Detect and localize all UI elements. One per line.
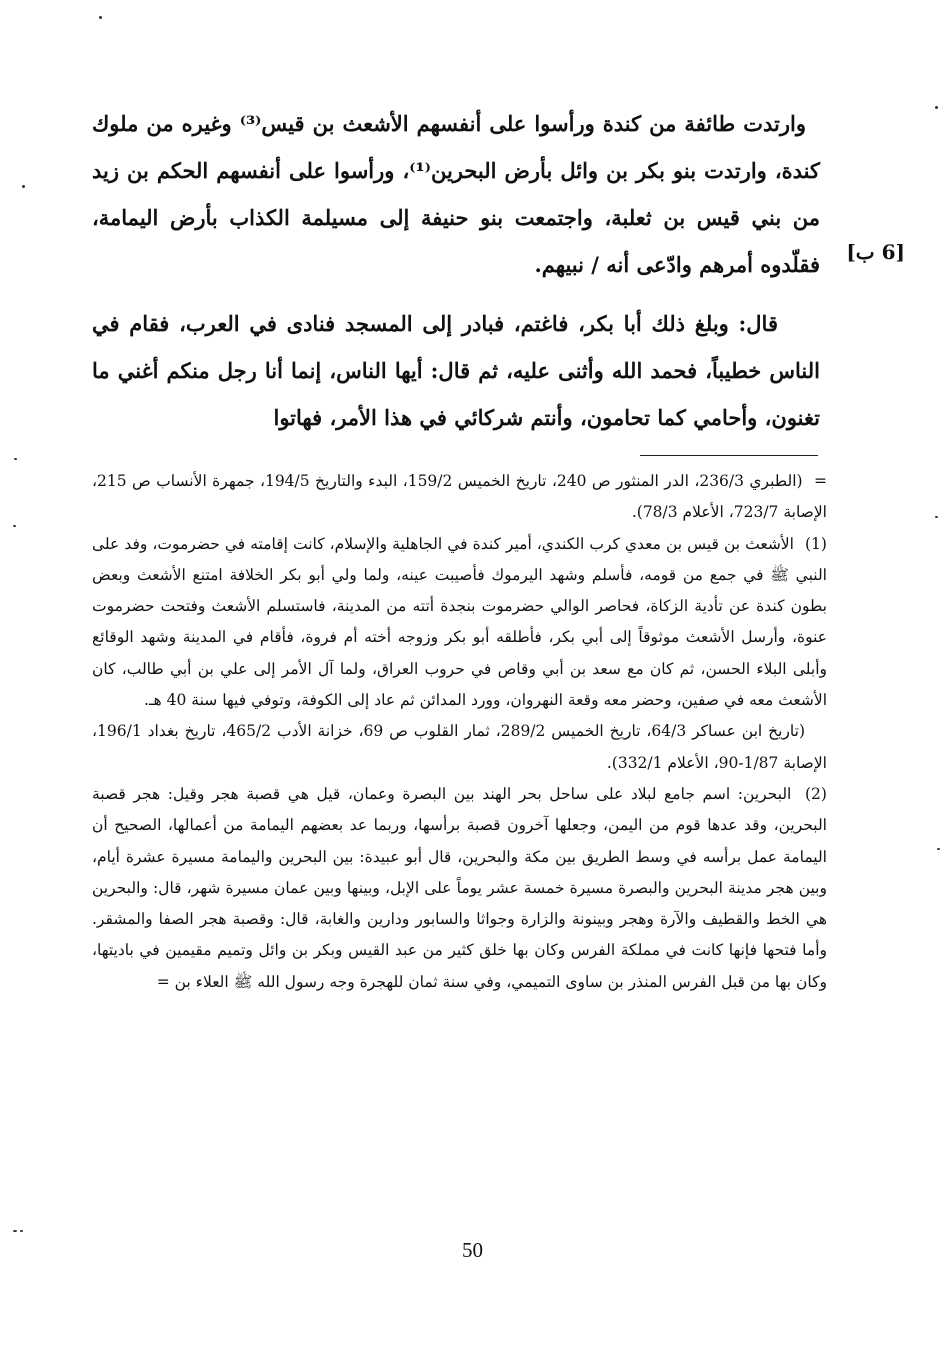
footnotes-block (92, 466, 827, 998)
scan-speck (22, 185, 25, 188)
main-text-block (92, 100, 820, 441)
main-paragraph-1: وارتدت طائفة من كندة ورأسوا على أنفسهم الأشعث بن قيس⁽³⁾ وغيره من ملوك كندة، وارتدت بنو بكر بن وائل بأرض البحرين⁽¹⁾، ورأسوا على أنفسهم الحكم بن زيد من بني قيس بن ثعلبة، واجتمعت بنو حنيفة إلى مسيلمة الكذاب بأرض اليمامة، فقلّدوه أمرهم وادّعى أنه / نبيهم. (92, 111, 820, 277)
footnote-2-text: البحرين: اسم جامع لبلاد على ساحل بحر الهند بين البصرة وعمان، قيل هي قصبة هجر وقيل: هجر قصبة البحرين، وقد عدها قوم من اليمن، وجعلها آخرون قصبة برأسها، وربما عد بعضهم اليمامة من أعمالها، الصحيح أن اليمامة عمل برأسه في وسط الطريق بين مكة والبحرين، قال أبو عبيدة: بين البحرين واليمامة مسيرة عشرة أيام، وبين هجر مدينة البحرين والبصرة مسيرة خمسة عشر يوماً على الإبل، وبينها وبين عمان مسيرة شهر، قال: والبحرين هي الخط والقطيف والآرة وهجر وبينونة والزارة وجواثا والسابور ودارين والغابة، قال: وقصبة هجر الصفا والمشقر. وأما فتحها فإنها كانت في مملكة الفرس وكان بها خلق كثير من عبد القيس وبكر بن وائل وتميم مقيمين في باديتها، وكان بها من قبل الفرس المنذر بن ساوى التميمي، وفي سنة ثمان للهجرة وجه رسول الله ﷺ العلاء بن = (92, 784, 827, 991)
main-paragraph-2: قال: وبلغ ذلك أبا بكر، فاغتم، فبادر إلى المسجد فنادى في العرب، فقام في الناس خطيباً، فحمد الله وأثنى عليه، ثم قال: أيها الناس، إنما أنا رجل منكم أغني ما تغنون، وأحامي كما تحامون، وأنتم شركائي في هذا الأمر، فهاتوا (92, 311, 820, 430)
scan-speck (937, 848, 940, 850)
page-number: 50 (462, 1238, 483, 1262)
footnote-1-marker: (1) (804, 534, 827, 553)
scan-speck (13, 1230, 17, 1232)
footnote-1-text: الأشعث بن قيس بن معدي كرب الكندي، أمير كندة في الجاهلية والإسلام، كانت إقامته في حضرموت، وفد على النبي ﷺ في جمع من قومه، فأسلم وشهد اليرموك فأصيبت عينه، ولما ولي أبو بكر الخلافة امتنع الأشعث وبعض بطون كندة عن تأدية الزكاة، فحاصر الوالي حضرموت بنجدة أتته من المدينة، فاستسلم الأشعث وفتحت حضرموت عنوة، وأرسل الأشعث موثوقاً إلى أبي بكر، فأطلقه أبو بكر وزوجه أخته أم فروة، فأقام في المدينة وشهد الوقائع وأبلى البلاء الحسن، ثم كان مع سعد بن أبي وقاص في حروب العراق، ولما آل الأمر إلى علي بن أبي طالب، كان الأشعث معه في صفين، وحضر معه وقعة النهروان، وورد المدائن ثم عاد إلى الكوفة، وتوفي فيها سنة 40 هـ. (92, 534, 827, 710)
footnote-continuation-marker: = (813, 472, 827, 490)
scan-speck (13, 525, 16, 527)
scan-speck (935, 106, 938, 109)
folio-margin-reference: [6 ب] (846, 240, 905, 264)
footnote-continuation-text: (الطبري 236/3، الدر المنثور ص 240، تاريخ الخميس 159/2، البدء والتاريخ 194/5، جمهرة الأنساب ص 215، الإصابة 723/7، الأعلام 78/3). (92, 472, 827, 522)
scan-speck (20, 1230, 23, 1232)
scan-speck (14, 458, 17, 460)
scan-speck (99, 16, 102, 19)
footnote-2-marker: (2) (804, 784, 827, 803)
scan-speck (935, 516, 938, 518)
footnote-2 (92, 779, 827, 998)
footnote-1 (92, 529, 827, 717)
footnote-separator-rule (640, 455, 818, 456)
footnote-continuation (92, 466, 827, 529)
footnote-1-sources: (تاريخ ابن عساكر 64/3، تاريخ الخميس 289/2، ثمار القلوب ص 69، خزانة الأدب 465/2، تاريخ بغداد 196/1، الإصابة 1/87-90، الأعلام 332/1). (92, 722, 827, 772)
